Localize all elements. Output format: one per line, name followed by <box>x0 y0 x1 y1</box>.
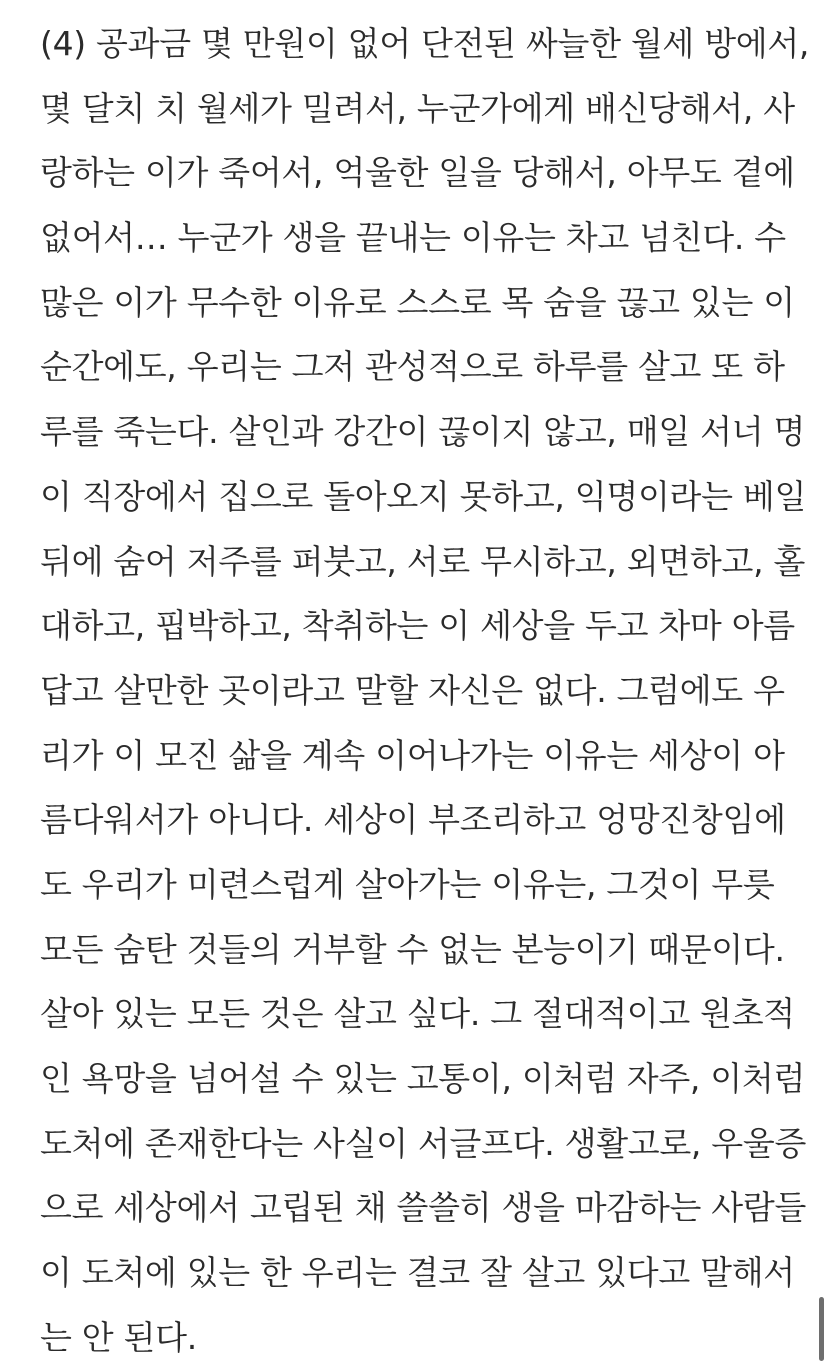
paragraph-line: 름다워서가 아니다. 세상이 부조리하고 엉망진창임에 <box>40 800 786 840</box>
paragraph-line: 도 우리가 미련스럽게 살아가는 이유는, 그것이 무릇 <box>40 864 775 904</box>
vertical-scrollbar[interactable] <box>819 1297 824 1361</box>
paragraph-line: 리가 이 모진 삶을 계속 이어나가는 이유는 세상이 아 <box>40 735 785 775</box>
paragraph-line: 인 욕망을 넘어설 수 있는 고통이, 이처럼 자주, 이처럼 <box>40 1059 806 1098</box>
paragraph-line: 으로 세상에서 고립된 채 쓸쓸히 생을 마감하는 사람들 <box>40 1188 807 1228</box>
paragraph-line: 이 도처에 있는 한 우리는 결코 잘 살고 있다고 말해서 <box>40 1253 795 1293</box>
paragraph-line: 루를 죽는다. 살인과 강간이 끊이지 않고, 매일 서너 명 <box>40 412 806 452</box>
paragraph-line: 뒤에 숨어 저주를 퍼붓고, 서로 무시하고, 외면하고, 홀 <box>40 541 806 581</box>
paragraph-line: 랑하는 이가 죽어서, 억울한 일을 당해서, 아무도 곁에 <box>40 153 795 193</box>
paragraph-line: 몇 달치 치 월세가 밀려서, 누군가에게 배신당해서, 사 <box>40 88 795 128</box>
paragraph-line: 대하고, 핍박하고, 착취하는 이 세상을 두고 차마 아름 <box>40 606 795 646</box>
paragraph-line: 이 직장에서 집으로 돌아오지 못하고, 익명이라는 베일 <box>40 476 807 516</box>
paragraph-line: 는 안 된다. <box>40 1317 197 1357</box>
paragraph-line: 순간에도, 우리는 그저 관성적으로 하루를 살고 또 하 <box>40 347 785 387</box>
paragraph-line: 살아 있는 모든 것은 살고 싶다. 그 절대적이고 원초적 <box>40 994 795 1034</box>
paragraph-line: 답고 살만한 곳이라고 말할 자신은 없다. 그럼에도 우 <box>40 670 785 710</box>
paragraph-line: 많은 이가 무수한 이유로 스스로 목 숨을 끊고 있는 이 <box>40 282 795 322</box>
paragraph-line: (4) 공과금 몇 만원이 없어 단전된 싸늘한 월세 방에서, <box>40 24 810 63</box>
paragraph-line: 도처에 존재한다는 사실이 서글프다. 생활고로, 우울증 <box>40 1123 807 1163</box>
paragraph-line: 없어서… 누군가 생을 끝내는 이유는 차고 넘친다. 수 <box>40 218 786 258</box>
article-paragraph <box>40 12 810 1370</box>
paragraph-line: 모든 숨탄 것들의 거부할 수 없는 본능이기 때문이다. <box>40 929 785 969</box>
